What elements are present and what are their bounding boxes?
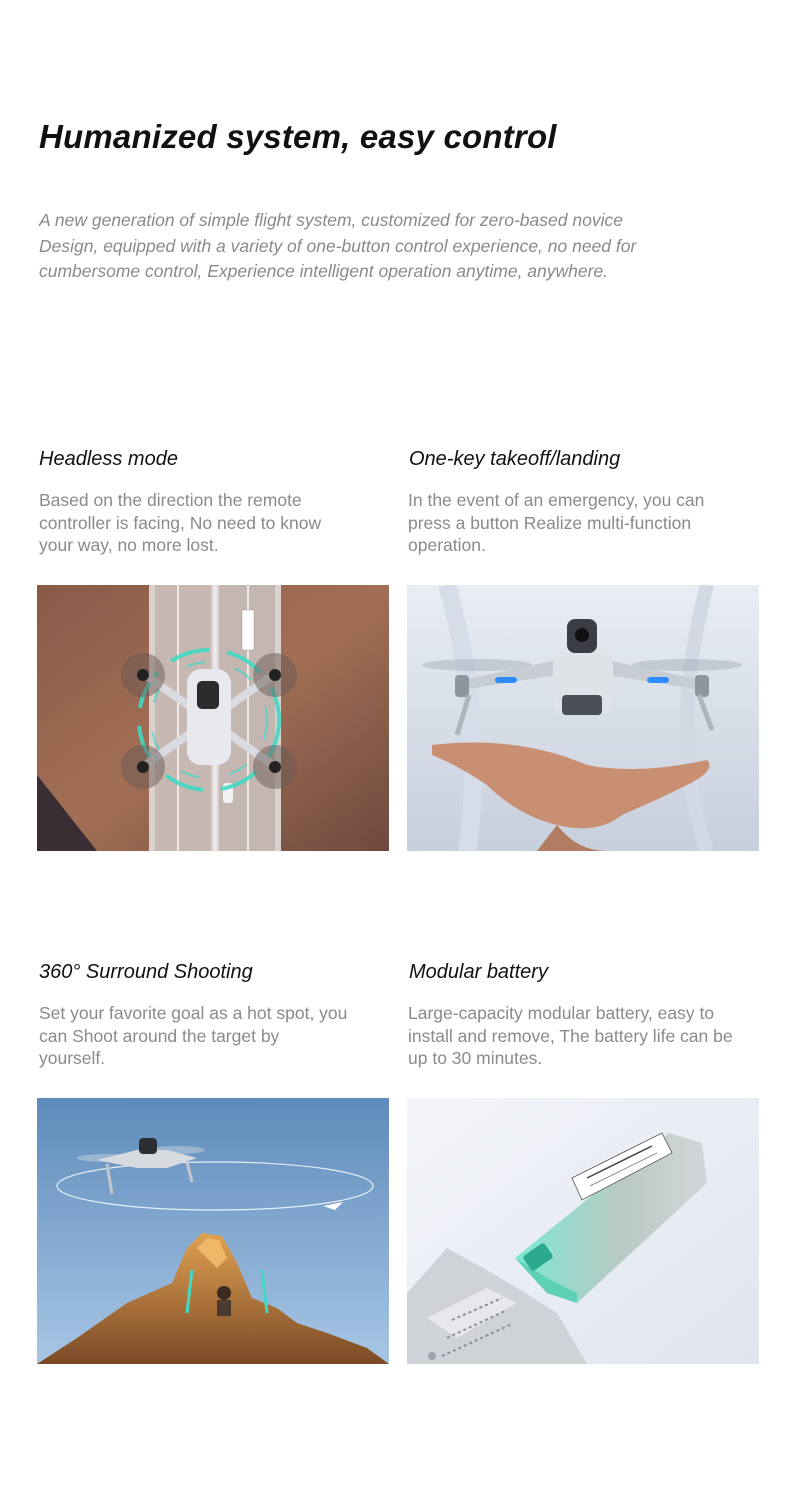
feature-title-one-key-takeoff: One-key takeoff/landing (409, 448, 621, 470)
feature-title-headless-mode: Headless mode (39, 448, 178, 470)
drone-over-road-photo (37, 585, 389, 851)
feature-desc-one-key-takeoff: In the event of an emergency, you can press a button Realize multi-function operation. (408, 490, 705, 555)
intro-paragraph: A new generation of simple flight system, customized for zero-based novice Design, equipped with a variety of one-button control experience, no need for cumbersome control, Experience intelligent operation anytime, anywhere. (39, 210, 637, 281)
feature-desc-surround-shooting: Set your favorite goal as a hot spot, you can Shoot around the target by yourself. (39, 1003, 348, 1068)
feature-title-surround-shooting: 360° Surround Shooting (39, 961, 253, 983)
modular-battery-photo (407, 1098, 759, 1364)
feature-title-modular-battery: Modular battery (409, 961, 548, 983)
feature-desc-modular-battery: Large-capacity modular battery, easy to install and remove, The battery life can be up to 30 minutes. (408, 1003, 733, 1068)
drone-orbiting-rock-photo (37, 1098, 389, 1364)
page-title: Humanized system, easy control (39, 118, 557, 155)
drone-over-hand-photo (407, 585, 759, 851)
feature-desc-headless-mode: Based on the direction the remote controller is facing, No need to know your way, no more lost. (39, 490, 322, 555)
